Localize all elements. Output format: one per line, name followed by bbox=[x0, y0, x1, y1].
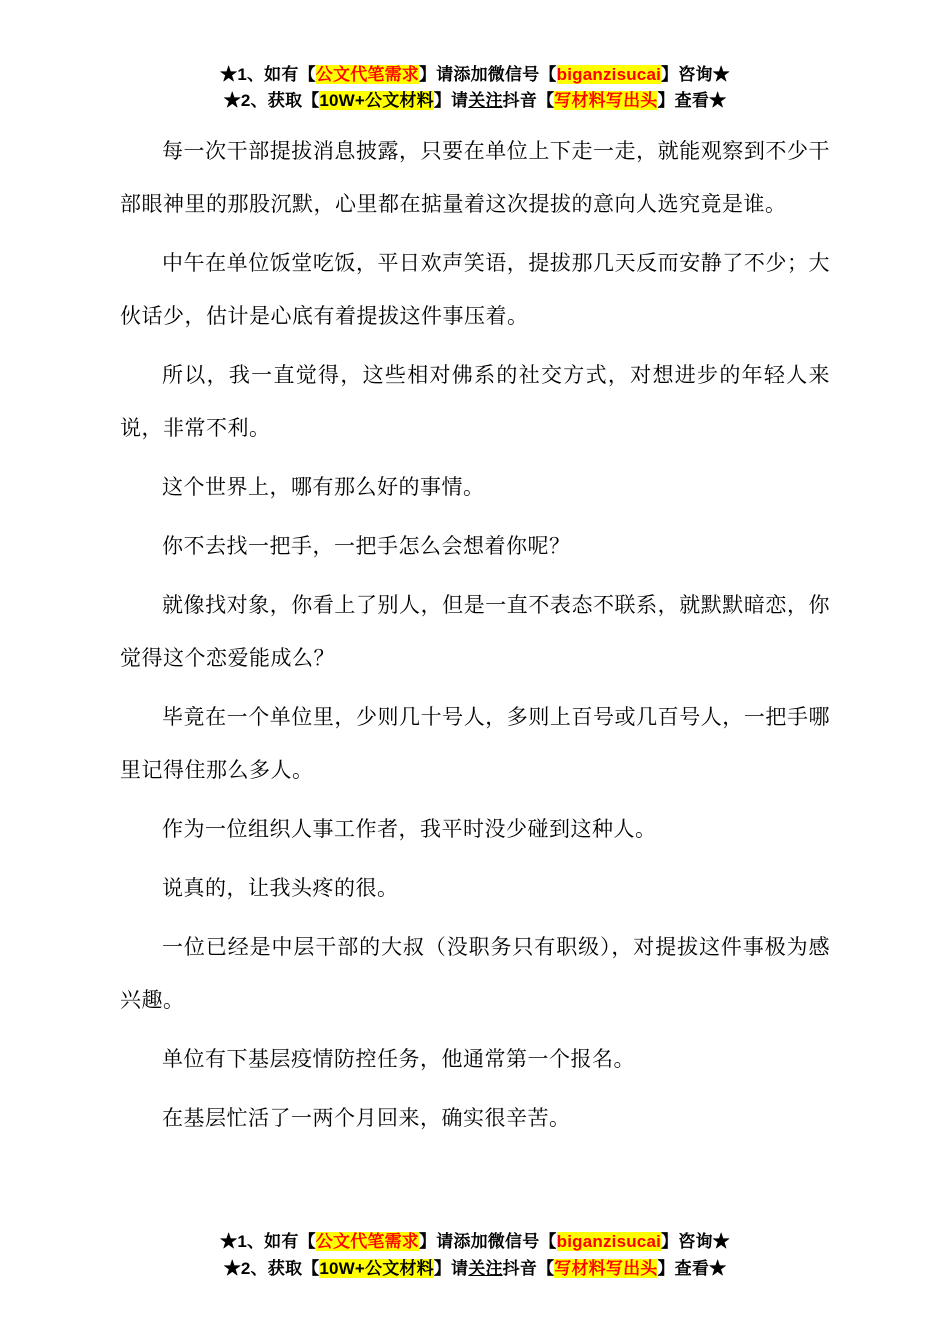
star-right-icon: ★ bbox=[712, 1232, 730, 1252]
promo-text-1a: 1、如有【 bbox=[237, 65, 316, 84]
promo-line-2 bbox=[120, 88, 830, 114]
paragraph: 作为一位组织人事工作者，我平时没少碰到这种人。 bbox=[162, 816, 657, 841]
promo-text-2b: 】请 bbox=[433, 91, 469, 111]
promo-text-2a: 2、获取【 bbox=[240, 1258, 320, 1278]
promo-text-1b: 】请添加微信号【 bbox=[419, 65, 557, 84]
promo-text-1b: 】请添加微信号【 bbox=[419, 1232, 557, 1252]
promo-text-1c: 】咨询 bbox=[661, 1232, 713, 1252]
promo-banner-top bbox=[120, 62, 830, 115]
star-right-icon: ★ bbox=[709, 1258, 727, 1278]
promo-text-2c: 抖音【 bbox=[502, 1258, 555, 1278]
promo-line-1 bbox=[120, 62, 830, 88]
paragraph: 单位有下基层疫情防控任务，他通常第一个报名。 bbox=[162, 1046, 635, 1071]
promo-text-1c: 】咨询 bbox=[661, 65, 713, 84]
promo-banner-bottom bbox=[120, 1229, 830, 1282]
promo-highlight-1b: biganzisucai bbox=[556, 1232, 662, 1252]
star-right-icon: ★ bbox=[709, 91, 727, 111]
paragraph: 所以，我一直觉得，这些相对佛系的社交方式，对想进步的年轻人来说，非常不利。 bbox=[120, 362, 830, 440]
promo-text-2d: 】查看 bbox=[657, 91, 710, 111]
promo-underline-2: 关注 bbox=[468, 1258, 503, 1278]
star-left-icon: ★ bbox=[220, 1232, 238, 1252]
promo-text-2a: 2、获取【 bbox=[240, 91, 320, 111]
star-left-icon: ★ bbox=[223, 91, 241, 111]
promo-highlight-1a: 公文代笔需求 bbox=[315, 1232, 419, 1252]
promo-highlight-2b: 写材料写出头 bbox=[554, 91, 658, 111]
promo-underline-2: 关注 bbox=[468, 91, 503, 111]
paragraph: 就像找对象，你看上了别人，但是一直不表态不联系，就默默暗恋，你觉得这个恋爱能成么？ bbox=[120, 592, 830, 670]
paragraph: 中午在单位饭堂吃饭，平日欢声笑语，提拔那几天反而安静了不少；大伙话少，估计是心底有着提拔这件事压着。 bbox=[120, 250, 830, 328]
paragraph: 每一次干部提拔消息披露，只要在单位上下走一走，就能观察到不少干部眼神里的那股沉默，心里都在掂量着这次提拔的意向人选究竟是谁。 bbox=[120, 138, 830, 216]
paragraph: 一位已经是中层干部的大叔（没职务只有职级），对提拔这件事极为感兴趣。 bbox=[120, 934, 830, 1012]
promo-line-1 bbox=[120, 1229, 830, 1255]
promo-text-2b: 】请 bbox=[433, 1258, 469, 1278]
promo-text-2c: 抖音【 bbox=[502, 91, 555, 111]
star-left-icon: ★ bbox=[223, 1258, 241, 1278]
paragraph: 你不去找一把手，一把手怎么会想着你呢？ bbox=[162, 533, 571, 558]
paragraph: 这个世界上，哪有那么好的事情。 bbox=[162, 474, 485, 499]
promo-highlight-1a: 公文代笔需求 bbox=[315, 65, 419, 84]
paragraph: 在基层忙活了一两个月回来，确实很辛苦。 bbox=[162, 1105, 571, 1130]
promo-line-2 bbox=[120, 1256, 830, 1282]
star-right-icon: ★ bbox=[712, 65, 730, 84]
star-left-icon: ★ bbox=[220, 65, 238, 84]
promo-text-2d: 】查看 bbox=[657, 1258, 710, 1278]
paragraph: 说真的，让我头疼的很。 bbox=[162, 875, 399, 900]
promo-text-1a: 1、如有【 bbox=[237, 1232, 316, 1252]
promo-highlight-2a: 10W+公文材料 bbox=[319, 91, 434, 111]
promo-highlight-2a: 10W+公文材料 bbox=[319, 1258, 434, 1278]
promo-highlight-1b: biganzisucai bbox=[556, 65, 662, 84]
promo-highlight-2b: 写材料写出头 bbox=[554, 1258, 658, 1278]
document-body bbox=[120, 125, 830, 1145]
paragraph: 毕竟在一个单位里，少则几十号人，多则上百号或几百号人，一把手哪里记得住那么多人。 bbox=[120, 704, 830, 782]
